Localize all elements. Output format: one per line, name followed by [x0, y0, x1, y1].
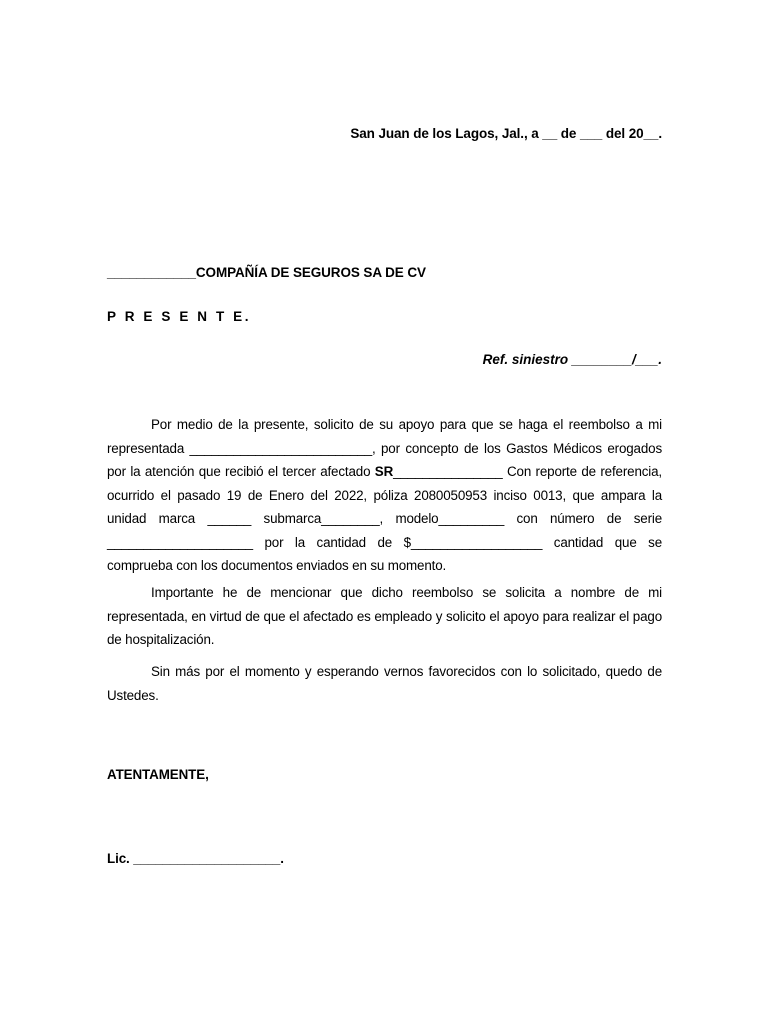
paragraph-request-part-a: Por medio de la presente, solicito de su apoyo para que se haga el reembolso a mi representada _________________________, por concepto de los Gastos Médicos erogados por la atención que recibió el tercer afectado [107, 417, 662, 479]
paragraph-important-text: Importante he de mencionar que dicho reembolso se solicita a nombre de mi representada, en virtud de que el afectado es empleado y solicito el apoyo para realizar el pago de hospitalización. [107, 585, 662, 647]
date-and-place-line: San Juan de los Lagos, Jal., a __ de ___ del 20__. [350, 126, 662, 141]
paragraph-request [107, 413, 662, 578]
paragraph-closing-text: Sin más por el momento y esperando vernos favorecidos con lo solicitado, quedo de Ustedes. [107, 664, 662, 703]
recipient-company-line: ____________COMPAÑÍA DE SEGUROS SA DE CV [107, 265, 426, 280]
claim-reference-line: Ref. siniestro ________/___. [482, 352, 662, 367]
paragraph-request-part-c: _______________ Con reporte de referencia, ocurrido el pasado 19 de Enero del 2022, póliza 2080050953 inciso 0013, que ampara la unidad marca ______ submarca________, modelo_________ con número de serie ____________________ por la cantidad de $__________________ cantidad que se comprueba con los documentos enviados en su momento. [107, 464, 662, 573]
signature-line: Lic. ____________________. [107, 851, 284, 866]
paragraph-request-sr-label: SR [374, 464, 394, 479]
closing-label: ATENTAMENTE, [107, 767, 209, 782]
paragraph-important [107, 581, 662, 652]
presente-label: P R E S E N T E. [107, 309, 252, 324]
paragraph-closing [107, 660, 662, 707]
